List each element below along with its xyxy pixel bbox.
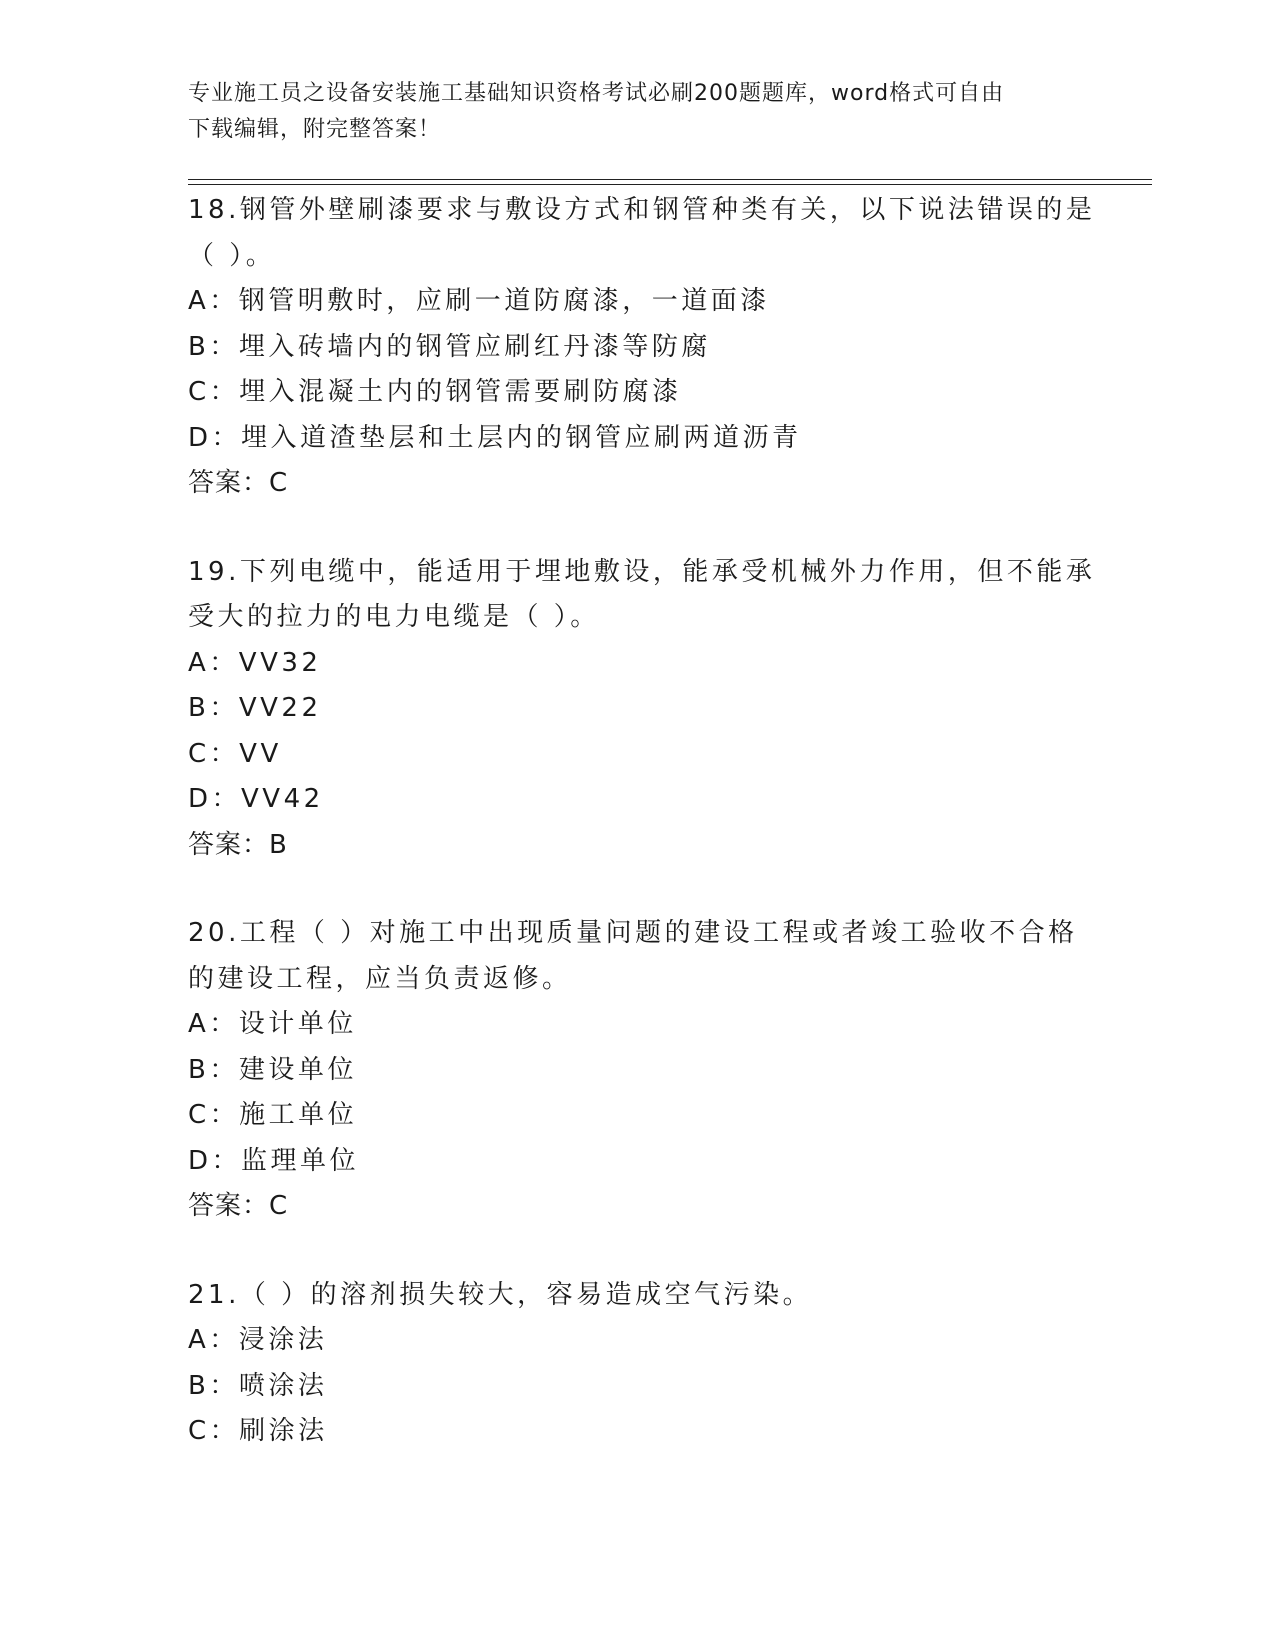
option-c: C：施工单位 xyxy=(188,1100,358,1130)
header-divider xyxy=(188,184,1152,185)
answer: 答案：C xyxy=(188,1191,289,1221)
option-c: C：刷涂法 xyxy=(188,1416,328,1446)
answer: 答案：C xyxy=(188,468,289,498)
header-line: 专业施工员之设备安装施工基础知识资格考试必刷200题题库，word格式可自由 xyxy=(188,81,1005,106)
question-stem: 的建设工程，应当负责返修。 xyxy=(188,963,572,994)
question-list xyxy=(188,188,1096,1455)
question-18 xyxy=(188,188,1096,507)
option-b: B：建设单位 xyxy=(188,1054,357,1085)
option-b: B：喷涂法 xyxy=(188,1370,328,1401)
option-d: D：监理单位 xyxy=(188,1145,360,1176)
answer: 答案：B xyxy=(188,829,288,860)
option-b: B：埋入砖墙内的钢管应刷红丹漆等防腐 xyxy=(188,331,711,362)
option-c: C：VV xyxy=(188,738,282,769)
question-19 xyxy=(188,550,1096,869)
question-stem: （ ）。 xyxy=(188,240,276,271)
question-stem: 21.（ ）的溶剂损失较大，容易造成空气污染。 xyxy=(188,1279,813,1310)
question-stem: 19.下列电缆中，能适用于埋地敷设，能承受机械外力作用，但不能承 xyxy=(188,556,1096,587)
option-b: B：VV22 xyxy=(188,693,322,723)
option-a: A：设计单位 xyxy=(188,1009,357,1039)
question-stem: 18.钢管外壁刷漆要求与敷设方式和钢管种类有关，以下说法错误的是 xyxy=(188,195,1096,225)
question-stem: 20.工程（ ）对施工中出现质量问题的建设工程或者竣工验收不合格 xyxy=(188,918,1078,948)
option-d: D：VV42 xyxy=(188,784,324,814)
header-line: 下载编辑，附完整答案！ xyxy=(188,117,442,142)
option-a: A：VV32 xyxy=(188,647,322,678)
option-c: C：埋入混凝土内的钢管需要刷防腐漆 xyxy=(188,377,682,407)
question-stem: 受大的拉力的电力电缆是（ ）。 xyxy=(188,602,600,632)
document-header xyxy=(188,76,1068,148)
question-21 xyxy=(188,1273,1088,1455)
option-a: A：钢管明敷时，应刷一道防腐漆，一道面漆 xyxy=(188,286,770,316)
question-20 xyxy=(188,911,1088,1230)
option-d: D：埋入道渣垫层和土层内的钢管应刷两道沥青 xyxy=(188,422,802,453)
option-a: A：浸涂法 xyxy=(188,1325,328,1355)
header-divider xyxy=(188,179,1152,180)
